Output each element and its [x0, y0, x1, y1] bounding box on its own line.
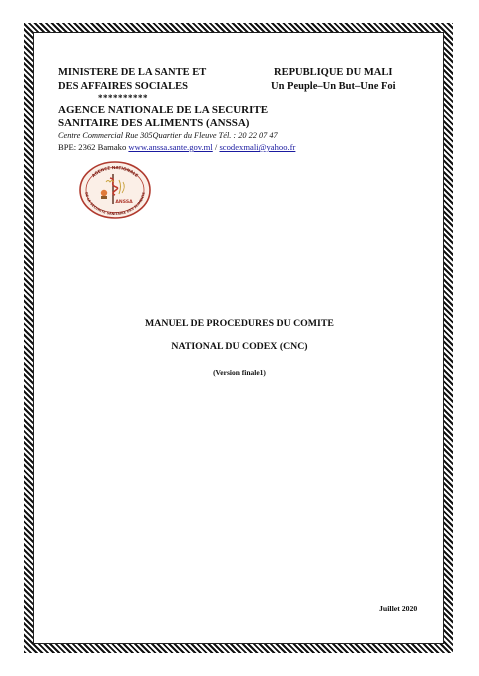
seal-ring-text-bottom: DE LA SECURITE SANITAIRE DES ALIMENTS	[84, 191, 146, 217]
republic-line-1: REPUBLIQUE DU MALI	[274, 67, 393, 78]
document-date: Juillet 2020	[379, 604, 418, 613]
agency-name-line-1: AGENCE NATIONALE DE LA SECURITE	[58, 104, 269, 116]
seal-center-text: ANSSA	[115, 200, 133, 205]
agency-address: Centre Commercial Rue 305Quartier du Fleuve Tél. : 20 22 07 47	[58, 131, 278, 140]
seal-ring-text-top: AGENCE NATIONALE	[90, 164, 140, 179]
bpe-text: BPE: 2362 Bamako	[58, 142, 129, 152]
republic-motto: Un Peuple–Un But–Une Foi	[271, 81, 396, 92]
anssa-seal-icon	[77, 160, 153, 220]
ministry-line-2: DES AFFAIRES SOCIALES	[58, 81, 188, 92]
agency-contact	[58, 142, 295, 152]
email-link[interactable]: scodexmali@yahoo.fr	[219, 142, 296, 152]
ministry-line-1: MINISTERE DE LA SANTE ET	[58, 67, 207, 78]
stars-separator: **********	[98, 93, 148, 103]
website-link[interactable]: www.anssa.sante.gov.ml	[128, 142, 213, 152]
document-version: (Version finale1)	[213, 368, 266, 377]
contact-separator: /	[212, 142, 220, 152]
agency-name-line-2: SANITAIRE DES ALIMENTS (ANSSA)	[58, 117, 250, 129]
document-title-line-1: MANUEL DE PROCEDURES DU COMITE	[145, 318, 334, 329]
document-title-line-2: NATIONAL DU CODEX (CNC)	[171, 341, 308, 352]
